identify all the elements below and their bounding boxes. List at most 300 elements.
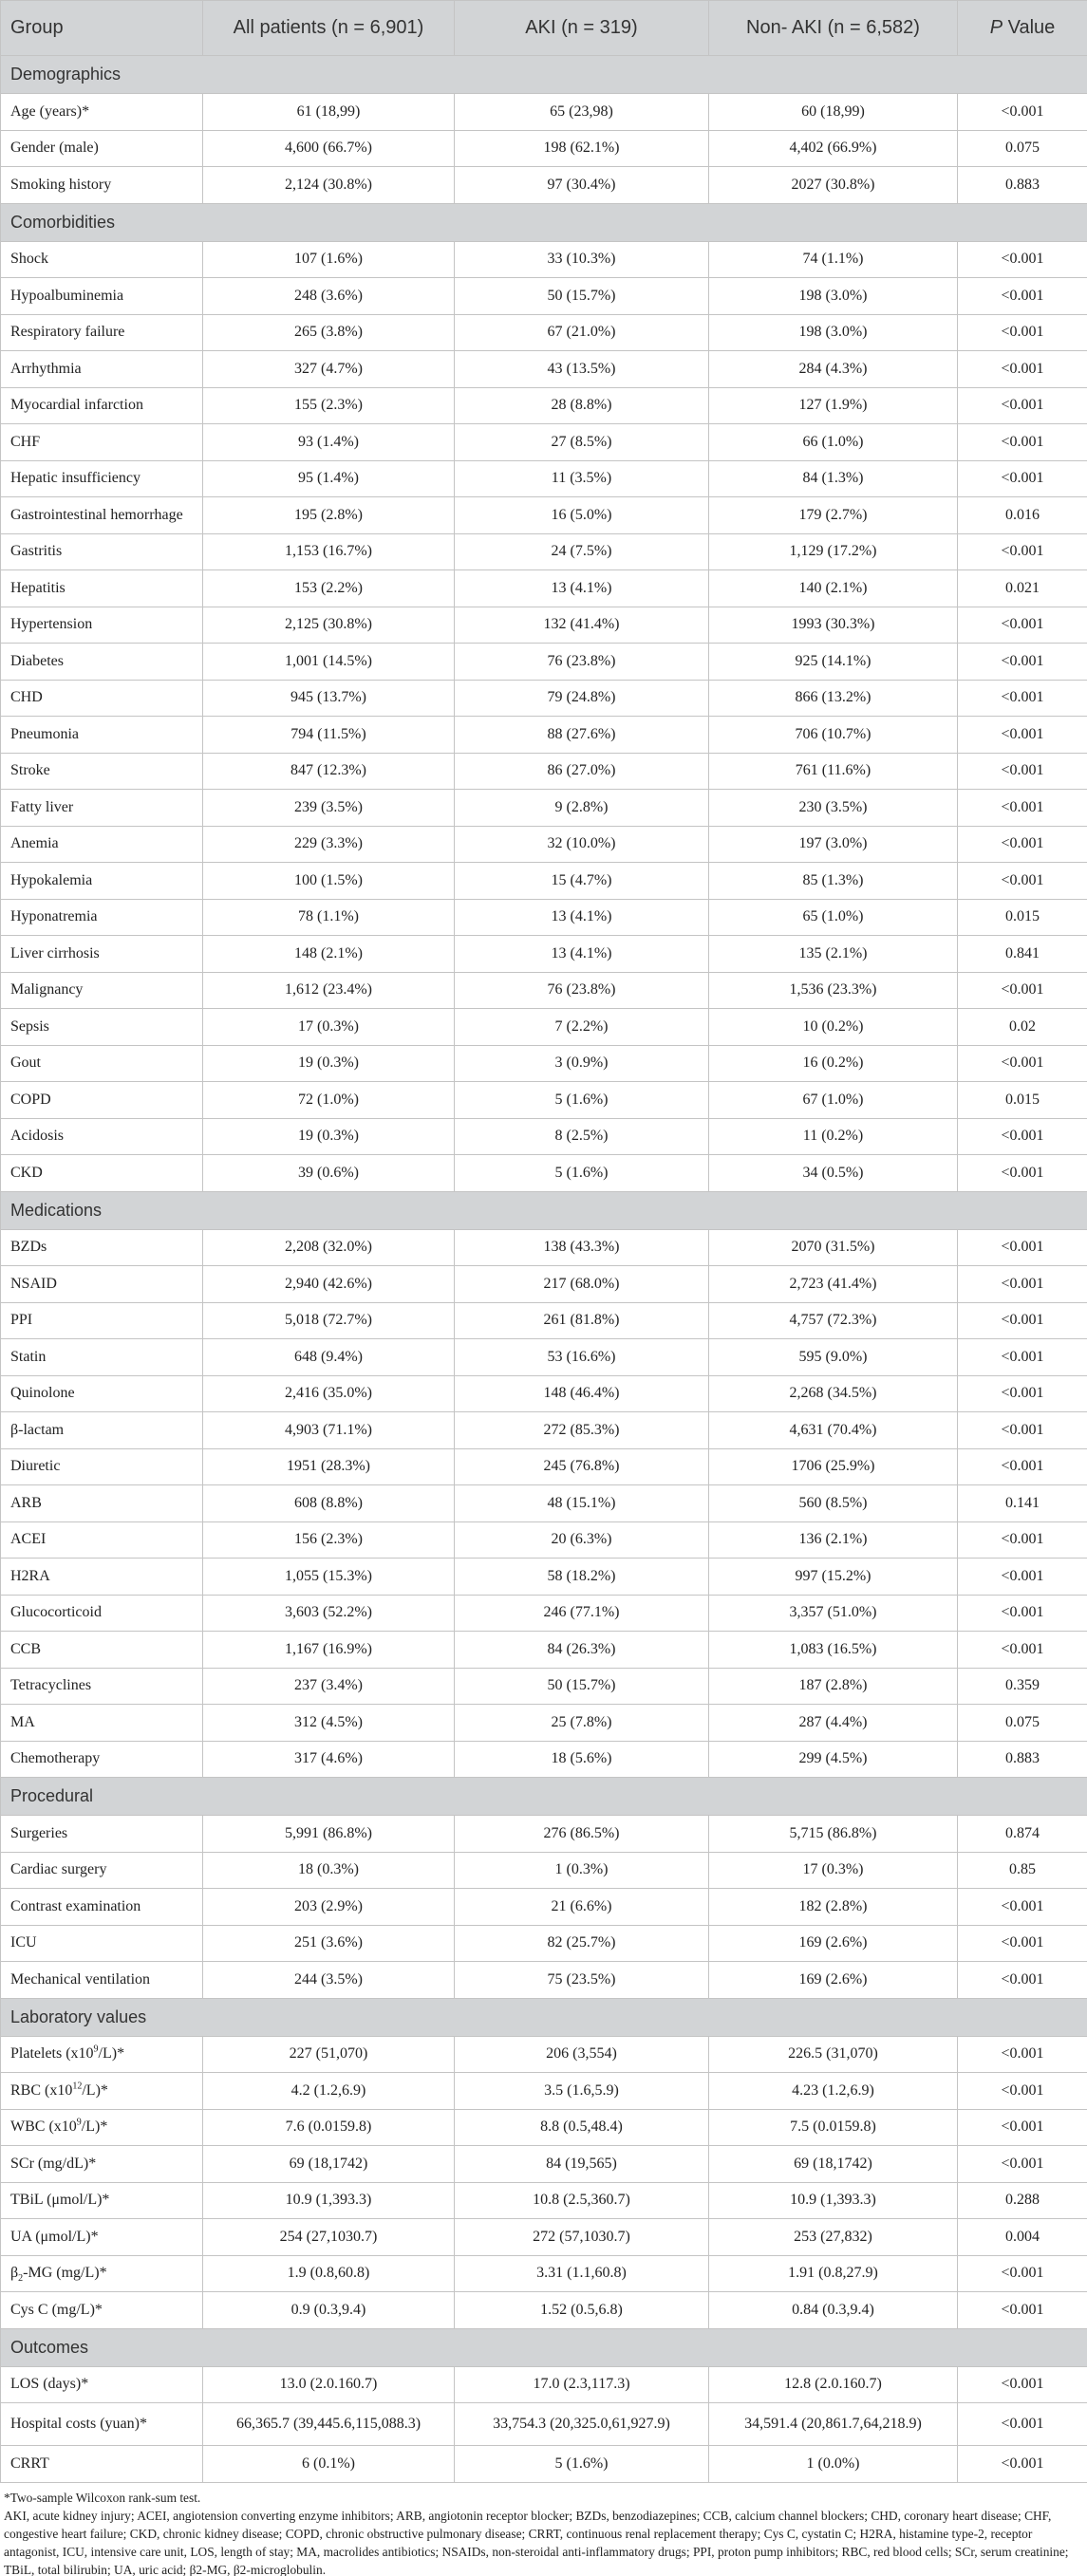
- cell-non-aki: 866 (13.2%): [709, 680, 958, 717]
- table-row: [1, 241, 1087, 278]
- header-p-value: [958, 1, 1087, 56]
- cell-all-patients: 4,600 (66.7%): [203, 130, 455, 167]
- row-label: Shock: [1, 241, 203, 278]
- cell-p-value: 0.016: [958, 497, 1087, 534]
- row-label: [1, 2036, 203, 2073]
- cell-non-aki: 230 (3.5%): [709, 790, 958, 827]
- cell-non-aki: 1,083 (16.5%): [709, 1632, 958, 1669]
- row-label-script: 9: [76, 2117, 82, 2128]
- cell-p-value: <0.001: [958, 607, 1087, 644]
- cell-aki: 246 (77.1%): [455, 1595, 709, 1632]
- cell-non-aki: 197 (3.0%): [709, 826, 958, 863]
- cell-aki: 88 (27.6%): [455, 717, 709, 754]
- cell-aki: 11 (3.5%): [455, 460, 709, 497]
- cell-p-value: <0.001: [958, 533, 1087, 570]
- table-row: [1, 1448, 1087, 1485]
- row-label: Gastrointestinal hemorrhage: [1, 497, 203, 534]
- header-p-italic: P: [989, 17, 1003, 38]
- cell-non-aki: 1.91 (0.8,27.9): [709, 2255, 958, 2292]
- cell-aki: 7 (2.2%): [455, 1009, 709, 1046]
- cell-all-patients: 155 (2.3%): [203, 387, 455, 424]
- table-row: [1, 570, 1087, 607]
- cell-non-aki: 16 (0.2%): [709, 1045, 958, 1082]
- cell-all-patients: 17 (0.3%): [203, 1009, 455, 1046]
- cell-aki: 21 (6.6%): [455, 1889, 709, 1926]
- cell-p-value: 0.015: [958, 1082, 1087, 1119]
- cell-aki: 132 (41.4%): [455, 607, 709, 644]
- table-row: [1, 644, 1087, 681]
- table-row: [1, 424, 1087, 461]
- cell-p-value: <0.001: [958, 1229, 1087, 1266]
- table-row: [1, 1266, 1087, 1303]
- cell-non-aki: 198 (3.0%): [709, 314, 958, 351]
- cell-all-patients: 78 (1.1%): [203, 899, 455, 936]
- cell-aki: 48 (15.1%): [455, 1485, 709, 1522]
- header-group: Group: [1, 1, 203, 56]
- row-label: Hepatitis: [1, 570, 203, 607]
- cell-aki: 138 (43.3%): [455, 1229, 709, 1266]
- cell-non-aki: 299 (4.5%): [709, 1741, 958, 1778]
- cell-all-patients: 6 (0.1%): [203, 2446, 455, 2483]
- cell-aki: 76 (23.8%): [455, 972, 709, 1009]
- cell-all-patients: 847 (12.3%): [203, 753, 455, 790]
- table-row: [1, 1375, 1087, 1412]
- cell-aki: 13 (4.1%): [455, 936, 709, 973]
- table-row: [1, 1816, 1087, 1853]
- cell-non-aki: 67 (1.0%): [709, 1082, 958, 1119]
- row-label: CCB: [1, 1632, 203, 1669]
- cell-aki: 79 (24.8%): [455, 680, 709, 717]
- row-label: Tetracyclines: [1, 1668, 203, 1705]
- cell-aki: 86 (27.0%): [455, 753, 709, 790]
- cell-aki: 32 (10.0%): [455, 826, 709, 863]
- cell-non-aki: 560 (8.5%): [709, 1485, 958, 1522]
- table-row: [1, 972, 1087, 1009]
- cell-p-value: 0.85: [958, 1852, 1087, 1889]
- row-label: CHF: [1, 424, 203, 461]
- cell-aki: 8 (2.5%): [455, 1118, 709, 1155]
- cell-non-aki: 198 (3.0%): [709, 278, 958, 315]
- row-label: Liver cirrhosis: [1, 936, 203, 973]
- row-label-main: β: [10, 2265, 19, 2282]
- cell-all-patients: 237 (3.4%): [203, 1668, 455, 1705]
- row-label: Gender (male): [1, 130, 203, 167]
- cell-all-patients: 265 (3.8%): [203, 314, 455, 351]
- cell-aki: 8.8 (0.5,48.4): [455, 2109, 709, 2146]
- cell-non-aki: 34 (0.5%): [709, 1155, 958, 1192]
- cell-non-aki: 74 (1.1%): [709, 241, 958, 278]
- cell-all-patients: 251 (3.6%): [203, 1925, 455, 1962]
- cell-p-value: <0.001: [958, 753, 1087, 790]
- row-label: Arrhythmia: [1, 351, 203, 388]
- cell-aki: 75 (23.5%): [455, 1962, 709, 1999]
- cell-aki: 50 (15.7%): [455, 1668, 709, 1705]
- row-label: Hypokalemia: [1, 863, 203, 900]
- cell-aki: 58 (18.2%): [455, 1559, 709, 1596]
- cell-all-patients: 2,940 (42.6%): [203, 1266, 455, 1303]
- row-label: UA (μmol/L)*: [1, 2219, 203, 2256]
- row-label: LOS (days)*: [1, 2366, 203, 2403]
- cell-all-patients: 945 (13.7%): [203, 680, 455, 717]
- cell-p-value: 0.883: [958, 167, 1087, 204]
- cell-p-value: <0.001: [958, 241, 1087, 278]
- row-label: CHD: [1, 680, 203, 717]
- cell-p-value: <0.001: [958, 1045, 1087, 1082]
- cell-all-patients: 0.9 (0.3,9.4): [203, 2292, 455, 2329]
- table-row: [1, 460, 1087, 497]
- cell-aki: 25 (7.8%): [455, 1705, 709, 1742]
- row-label: Diabetes: [1, 644, 203, 681]
- table-row: [1, 1302, 1087, 1339]
- cell-all-patients: 107 (1.6%): [203, 241, 455, 278]
- cell-non-aki: 85 (1.3%): [709, 863, 958, 900]
- cell-aki: 33,754.3 (20,325.0,61,927.9): [455, 2403, 709, 2446]
- cell-non-aki: 182 (2.8%): [709, 1889, 958, 1926]
- cell-non-aki: 1993 (30.3%): [709, 607, 958, 644]
- cell-p-value: <0.001: [958, 351, 1087, 388]
- row-label: H2RA: [1, 1559, 203, 1596]
- cell-aki: 15 (4.7%): [455, 863, 709, 900]
- cell-aki: 65 (23,98): [455, 94, 709, 131]
- cell-all-patients: 1951 (28.3%): [203, 1448, 455, 1485]
- cell-p-value: <0.001: [958, 2366, 1087, 2403]
- table-body: [1, 56, 1087, 2483]
- cell-all-patients: 153 (2.2%): [203, 570, 455, 607]
- cell-p-value: <0.001: [958, 1521, 1087, 1559]
- cell-p-value: 0.075: [958, 1705, 1087, 1742]
- section-row: [1, 2328, 1087, 2366]
- table-row: [1, 936, 1087, 973]
- cell-all-patients: 1.9 (0.8,60.8): [203, 2255, 455, 2292]
- cell-aki: 24 (7.5%): [455, 533, 709, 570]
- cell-aki: 28 (8.8%): [455, 387, 709, 424]
- table-row: [1, 2036, 1087, 2073]
- cell-non-aki: 0.84 (0.3,9.4): [709, 2292, 958, 2329]
- table-row: [1, 351, 1087, 388]
- row-label: Smoking history: [1, 167, 203, 204]
- table-row: [1, 790, 1087, 827]
- table-row: [1, 2146, 1087, 2183]
- cell-all-patients: 2,125 (30.8%): [203, 607, 455, 644]
- cell-non-aki: 11 (0.2%): [709, 1118, 958, 1155]
- cell-aki: 217 (68.0%): [455, 1266, 709, 1303]
- row-label: ACEI: [1, 1521, 203, 1559]
- row-label: Pneumonia: [1, 717, 203, 754]
- table-row: [1, 1668, 1087, 1705]
- cell-all-patients: 69 (18,1742): [203, 2146, 455, 2183]
- cell-all-patients: 4,903 (71.1%): [203, 1412, 455, 1449]
- cell-all-patients: 2,416 (35.0%): [203, 1375, 455, 1412]
- table-row: [1, 167, 1087, 204]
- cell-p-value: <0.001: [958, 790, 1087, 827]
- cell-p-value: <0.001: [958, 2073, 1087, 2110]
- cell-non-aki: 179 (2.7%): [709, 497, 958, 534]
- cell-non-aki: 2,268 (34.5%): [709, 1375, 958, 1412]
- cell-non-aki: 2,723 (41.4%): [709, 1266, 958, 1303]
- cell-aki: 9 (2.8%): [455, 790, 709, 827]
- table-row: [1, 2446, 1087, 2483]
- table-row: [1, 1485, 1087, 1522]
- cell-aki: 1.52 (0.5,6.8): [455, 2292, 709, 2329]
- table-row: [1, 863, 1087, 900]
- row-label: Diuretic: [1, 1448, 203, 1485]
- row-label: [1, 2109, 203, 2146]
- cell-non-aki: 60 (18,99): [709, 94, 958, 131]
- cell-non-aki: 5,715 (86.8%): [709, 1816, 958, 1853]
- cell-aki: 50 (15.7%): [455, 278, 709, 315]
- cell-non-aki: 4.23 (1.2,6.9): [709, 2073, 958, 2110]
- cell-all-patients: 327 (4.7%): [203, 351, 455, 388]
- cell-non-aki: 34,591.4 (20,861.7,64,218.9): [709, 2403, 958, 2446]
- cell-all-patients: 2,124 (30.8%): [203, 167, 455, 204]
- cell-non-aki: 595 (9.0%): [709, 1339, 958, 1376]
- cell-aki: 43 (13.5%): [455, 351, 709, 388]
- row-label: [1, 2073, 203, 2110]
- table-row: [1, 2219, 1087, 2256]
- cell-all-patients: 312 (4.5%): [203, 1705, 455, 1742]
- row-label: Surgeries: [1, 1816, 203, 1853]
- cell-aki: 16 (5.0%): [455, 497, 709, 534]
- table-row: [1, 1412, 1087, 1449]
- cell-all-patients: 239 (3.5%): [203, 790, 455, 827]
- cell-all-patients: 5,018 (72.7%): [203, 1302, 455, 1339]
- section-title: Outcomes: [1, 2328, 1087, 2366]
- section-row: [1, 56, 1087, 94]
- cell-p-value: <0.001: [958, 1302, 1087, 1339]
- table-footnotes: [0, 2483, 1087, 2576]
- row-label: Glucocorticoid: [1, 1595, 203, 1632]
- cell-p-value: <0.001: [958, 2255, 1087, 2292]
- section-title: Comorbidities: [1, 203, 1087, 241]
- cell-non-aki: 1,536 (23.3%): [709, 972, 958, 1009]
- cell-non-aki: 84 (1.3%): [709, 460, 958, 497]
- row-label: Age (years)*: [1, 94, 203, 131]
- cell-p-value: 0.883: [958, 1741, 1087, 1778]
- row-label-main: RBC (x10: [10, 2081, 73, 2099]
- cell-all-patients: 608 (8.8%): [203, 1485, 455, 1522]
- cell-p-value: <0.001: [958, 460, 1087, 497]
- header-all-patients: All patients (n = 6,901): [203, 1, 455, 56]
- cell-p-value: <0.001: [958, 1375, 1087, 1412]
- section-row: [1, 1778, 1087, 1816]
- row-label: TBiL (μmol/L)*: [1, 2182, 203, 2219]
- cell-p-value: <0.001: [958, 424, 1087, 461]
- header-non-aki: Non- AKI (n = 6,582): [709, 1, 958, 56]
- cell-non-aki: 66 (1.0%): [709, 424, 958, 461]
- cell-aki: 17.0 (2.3,117.3): [455, 2366, 709, 2403]
- table-row: [1, 1741, 1087, 1778]
- table-row: [1, 680, 1087, 717]
- table-row: [1, 753, 1087, 790]
- table-header-row: [1, 1, 1087, 56]
- row-label: Statin: [1, 1339, 203, 1376]
- table-row: [1, 607, 1087, 644]
- cell-aki: 13 (4.1%): [455, 570, 709, 607]
- table-row: [1, 1082, 1087, 1119]
- cell-all-patients: 227 (51,070): [203, 2036, 455, 2073]
- header-aki: AKI (n = 319): [455, 1, 709, 56]
- cell-all-patients: 3,603 (52.2%): [203, 1595, 455, 1632]
- table-row: [1, 94, 1087, 131]
- cell-aki: 1 (0.3%): [455, 1852, 709, 1889]
- table-row: [1, 1595, 1087, 1632]
- cell-p-value: <0.001: [958, 863, 1087, 900]
- cell-non-aki: 1,129 (17.2%): [709, 533, 958, 570]
- cell-p-value: 0.874: [958, 1816, 1087, 1853]
- cell-p-value: 0.021: [958, 570, 1087, 607]
- table-row: [1, 1559, 1087, 1596]
- cell-non-aki: 1706 (25.9%): [709, 1448, 958, 1485]
- table-row: [1, 1852, 1087, 1889]
- cell-all-patients: 10.9 (1,393.3): [203, 2182, 455, 2219]
- cell-p-value: <0.001: [958, 717, 1087, 754]
- cell-p-value: <0.001: [958, 644, 1087, 681]
- row-label: PPI: [1, 1302, 203, 1339]
- section-row: [1, 1998, 1087, 2036]
- cell-p-value: <0.001: [958, 2292, 1087, 2329]
- cell-non-aki: 226.5 (31,070): [709, 2036, 958, 2073]
- cell-aki: 53 (16.6%): [455, 1339, 709, 1376]
- cell-p-value: 0.288: [958, 2182, 1087, 2219]
- row-label: COPD: [1, 1082, 203, 1119]
- cell-p-value: <0.001: [958, 314, 1087, 351]
- cell-aki: 76 (23.8%): [455, 644, 709, 681]
- cell-p-value: <0.001: [958, 826, 1087, 863]
- cell-aki: 276 (86.5%): [455, 1816, 709, 1853]
- table-row: [1, 278, 1087, 315]
- cell-aki: 33 (10.3%): [455, 241, 709, 278]
- row-label: Acidosis: [1, 1118, 203, 1155]
- cell-all-patients: 156 (2.3%): [203, 1521, 455, 1559]
- row-label: Fatty liver: [1, 790, 203, 827]
- row-label: Hospital costs (yuan)*: [1, 2403, 203, 2446]
- cell-non-aki: 136 (2.1%): [709, 1521, 958, 1559]
- row-label: Hyponatremia: [1, 899, 203, 936]
- cell-all-patients: 148 (2.1%): [203, 936, 455, 973]
- cell-p-value: 0.015: [958, 899, 1087, 936]
- cell-aki: 5 (1.6%): [455, 1155, 709, 1192]
- cell-aki: 3 (0.9%): [455, 1045, 709, 1082]
- section-row: [1, 1191, 1087, 1229]
- row-label-main: WBC (x10: [10, 2119, 77, 2136]
- cell-non-aki: 127 (1.9%): [709, 387, 958, 424]
- table-row: [1, 1962, 1087, 1999]
- table-row: [1, 533, 1087, 570]
- row-label: Contrast examination: [1, 1889, 203, 1926]
- cell-p-value: <0.001: [958, 1632, 1087, 1669]
- cell-all-patients: 72 (1.0%): [203, 1082, 455, 1119]
- table-row: [1, 1925, 1087, 1962]
- table-row: [1, 1889, 1087, 1926]
- cell-all-patients: 5,991 (86.8%): [203, 1816, 455, 1853]
- cell-p-value: <0.001: [958, 2036, 1087, 2073]
- cell-aki: 20 (6.3%): [455, 1521, 709, 1559]
- table-row: [1, 826, 1087, 863]
- cell-aki: 13 (4.1%): [455, 899, 709, 936]
- cell-non-aki: 4,631 (70.4%): [709, 1412, 958, 1449]
- cell-non-aki: 4,402 (66.9%): [709, 130, 958, 167]
- cell-p-value: 0.841: [958, 936, 1087, 973]
- table-row: [1, 2255, 1087, 2292]
- cell-all-patients: 1,167 (16.9%): [203, 1632, 455, 1669]
- table-row: [1, 2366, 1087, 2403]
- cell-aki: 67 (21.0%): [455, 314, 709, 351]
- cell-all-patients: 317 (4.6%): [203, 1741, 455, 1778]
- cell-non-aki: 17 (0.3%): [709, 1852, 958, 1889]
- cell-non-aki: 4,757 (72.3%): [709, 1302, 958, 1339]
- row-label: SCr (mg/dL)*: [1, 2146, 203, 2183]
- row-label: Gout: [1, 1045, 203, 1082]
- cell-aki: 27 (8.5%): [455, 424, 709, 461]
- table-row: [1, 1339, 1087, 1376]
- cell-all-patients: 794 (11.5%): [203, 717, 455, 754]
- cell-p-value: <0.001: [958, 2446, 1087, 2483]
- cell-aki: 84 (26.3%): [455, 1632, 709, 1669]
- cell-p-value: <0.001: [958, 2403, 1087, 2446]
- cell-p-value: <0.001: [958, 1889, 1087, 1926]
- table-row: [1, 497, 1087, 534]
- cell-aki: 3.5 (1.6,5.9): [455, 2073, 709, 2110]
- cell-non-aki: 284 (4.3%): [709, 351, 958, 388]
- row-label-script: 2: [18, 2273, 24, 2285]
- cell-all-patients: 18 (0.3%): [203, 1852, 455, 1889]
- cell-all-patients: 4.2 (1.2,6.9): [203, 2073, 455, 2110]
- cell-non-aki: 140 (2.1%): [709, 570, 958, 607]
- cell-all-patients: 19 (0.3%): [203, 1118, 455, 1155]
- cell-p-value: <0.001: [958, 972, 1087, 1009]
- cell-p-value: <0.001: [958, 2109, 1087, 2146]
- cell-non-aki: 3,357 (51.0%): [709, 1595, 958, 1632]
- table-row: [1, 2073, 1087, 2110]
- row-label: CRRT: [1, 2446, 203, 2483]
- cell-non-aki: 2070 (31.5%): [709, 1229, 958, 1266]
- cell-p-value: 0.359: [958, 1668, 1087, 1705]
- table-row: [1, 1155, 1087, 1192]
- row-label-tail: /L)*: [98, 2045, 125, 2063]
- cell-all-patients: 1,612 (23.4%): [203, 972, 455, 1009]
- cell-non-aki: 10.9 (1,393.3): [709, 2182, 958, 2219]
- table-row: [1, 899, 1087, 936]
- cell-all-patients: 61 (18,99): [203, 94, 455, 131]
- row-label: ICU: [1, 1925, 203, 1962]
- cell-all-patients: 7.6 (0.0159.8): [203, 2109, 455, 2146]
- table-row: [1, 314, 1087, 351]
- cell-all-patients: 95 (1.4%): [203, 460, 455, 497]
- cell-all-patients: 39 (0.6%): [203, 1155, 455, 1192]
- table-row: [1, 2182, 1087, 2219]
- cell-aki: 261 (81.8%): [455, 1302, 709, 1339]
- footnote-abbreviations: AKI, acute kidney injury; ACEI, angiotension converting enzyme inhibitors; ARB, angiotonin receptor blocker; BZDs, benzodiazepines; CCB, calcium channel blockers; CHD, coronary heart disease; CHF, congestive heart failure; CKD, chronic kidney disease; COPD, chronic obstructive pulmonary disease; CRRT, continuous renal replacement therapy; Cys C, cystatin C; H2RA, histamine type-2, receptor antagonist, ICU, intensive care unit, LOS, length of stay; MA, macrolides antibiotics; NSAIDs, non-steroidal anti-inflammatory drugs; PPI, proton pump inhibitors; RBC, red blood cells; SCr, serum creatinine; TBiL, total bilirubin; UA, uric acid; β2-MG, β2-microglobulin.: [4, 2508, 1069, 2576]
- cell-aki: 5 (1.6%): [455, 1082, 709, 1119]
- row-label: Quinolone: [1, 1375, 203, 1412]
- row-label: Chemotherapy: [1, 1741, 203, 1778]
- table-row: [1, 130, 1087, 167]
- cell-aki: 18 (5.6%): [455, 1741, 709, 1778]
- cell-p-value: <0.001: [958, 1412, 1087, 1449]
- cell-p-value: <0.001: [958, 1266, 1087, 1303]
- table-row: [1, 2292, 1087, 2329]
- row-label: Stroke: [1, 753, 203, 790]
- cell-p-value: 0.075: [958, 130, 1087, 167]
- cell-non-aki: 187 (2.8%): [709, 1668, 958, 1705]
- row-label: Cys C (mg/L)*: [1, 2292, 203, 2329]
- cell-all-patients: 1,055 (15.3%): [203, 1559, 455, 1596]
- row-label: Myocardial infarction: [1, 387, 203, 424]
- section-title: Laboratory values: [1, 1998, 1087, 2036]
- row-label: Sepsis: [1, 1009, 203, 1046]
- cell-all-patients: 203 (2.9%): [203, 1889, 455, 1926]
- cell-non-aki: 761 (11.6%): [709, 753, 958, 790]
